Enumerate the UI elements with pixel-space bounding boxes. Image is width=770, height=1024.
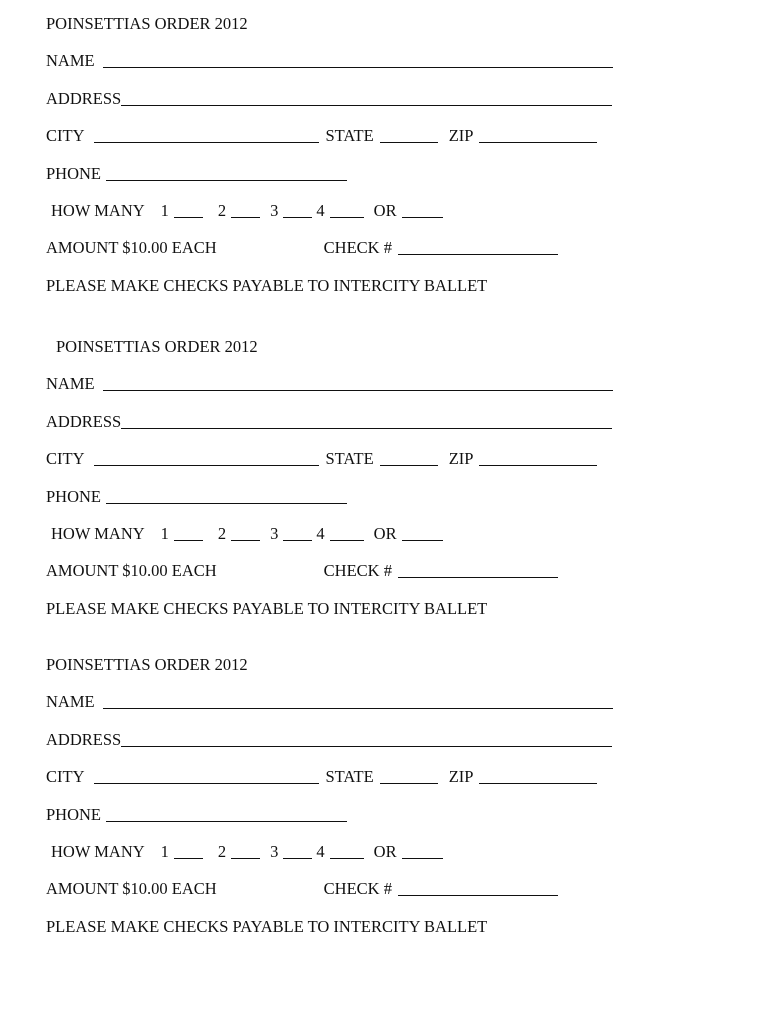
qty-or-label: OR bbox=[373, 524, 397, 543]
qty-or-label: OR bbox=[373, 201, 397, 220]
check-number-label: CHECK # bbox=[323, 561, 392, 581]
address-field[interactable] bbox=[121, 89, 612, 106]
qty-2-field[interactable] bbox=[231, 842, 260, 859]
qty-2-label: 2 bbox=[217, 524, 227, 543]
qty-2-field[interactable] bbox=[231, 201, 260, 218]
address-label: ADDRESS bbox=[46, 729, 122, 749]
phone-field[interactable] bbox=[106, 164, 347, 181]
name-field[interactable] bbox=[103, 692, 613, 709]
qty-other-field[interactable] bbox=[402, 524, 443, 541]
qty-4-label: 4 bbox=[316, 201, 325, 220]
qty-1-field[interactable] bbox=[174, 201, 203, 218]
zip-field[interactable] bbox=[479, 449, 597, 466]
quantity-row bbox=[51, 201, 443, 221]
amount-label: AMOUNT $10.00 EACH bbox=[46, 238, 217, 258]
form-title: POINSETTIAS ORDER 2012 bbox=[46, 655, 248, 674]
qty-4-label: 4 bbox=[316, 842, 325, 861]
qty-2-label: 2 bbox=[217, 842, 227, 861]
name-label: NAME bbox=[46, 51, 95, 71]
phone-row bbox=[46, 805, 347, 825]
zip-field[interactable] bbox=[479, 126, 597, 143]
form-title: POINSETTIAS ORDER 2012 bbox=[56, 337, 258, 356]
how-many-label: HOW MANY bbox=[51, 201, 145, 220]
qty-4-field[interactable] bbox=[330, 842, 364, 859]
qty-3-label: 3 bbox=[270, 842, 279, 861]
zip-label: ZIP bbox=[448, 449, 474, 469]
state-label: STATE bbox=[325, 449, 374, 469]
city-label: CITY bbox=[46, 767, 85, 787]
qty-4-field[interactable] bbox=[330, 524, 364, 541]
address-row bbox=[46, 412, 612, 432]
phone-row bbox=[46, 164, 347, 184]
how-many-label: HOW MANY bbox=[51, 524, 145, 543]
payable-note: PLEASE MAKE CHECKS PAYABLE TO INTERCITY BALLET bbox=[46, 916, 488, 936]
qty-3-field[interactable] bbox=[283, 524, 312, 541]
address-row bbox=[46, 730, 612, 750]
city-label: CITY bbox=[46, 449, 85, 469]
zip-field[interactable] bbox=[479, 767, 597, 784]
name-field[interactable] bbox=[103, 374, 613, 391]
address-label: ADDRESS bbox=[46, 411, 122, 431]
qty-2-label: 2 bbox=[217, 201, 227, 220]
check-number-field[interactable] bbox=[398, 879, 558, 896]
qty-3-field[interactable] bbox=[283, 842, 312, 859]
qty-other-field[interactable] bbox=[402, 201, 443, 218]
city-field[interactable] bbox=[94, 449, 319, 466]
qty-4-label: 4 bbox=[316, 524, 325, 543]
phone-label: PHONE bbox=[46, 163, 102, 183]
state-field[interactable] bbox=[380, 126, 438, 143]
address-label: ADDRESS bbox=[46, 88, 122, 108]
amount-label: AMOUNT $10.00 EACH bbox=[46, 879, 217, 899]
city-label: CITY bbox=[46, 126, 85, 146]
name-field[interactable] bbox=[103, 51, 613, 68]
amount-check-row bbox=[46, 879, 558, 899]
name-row bbox=[46, 51, 613, 71]
state-label: STATE bbox=[325, 126, 374, 146]
qty-1-label: 1 bbox=[160, 524, 169, 543]
address-field[interactable] bbox=[121, 412, 612, 429]
qty-3-field[interactable] bbox=[283, 201, 312, 218]
phone-label: PHONE bbox=[46, 804, 102, 824]
qty-1-field[interactable] bbox=[174, 842, 203, 859]
check-number-field[interactable] bbox=[398, 561, 558, 578]
check-number-label: CHECK # bbox=[323, 238, 392, 258]
phone-row bbox=[46, 487, 347, 507]
qty-4-field[interactable] bbox=[330, 201, 364, 218]
form-title: POINSETTIAS ORDER 2012 bbox=[46, 14, 248, 33]
qty-3-label: 3 bbox=[270, 201, 279, 220]
qty-other-field[interactable] bbox=[402, 842, 443, 859]
city-state-zip-row bbox=[46, 449, 597, 469]
city-field[interactable] bbox=[94, 767, 319, 784]
phone-field[interactable] bbox=[106, 487, 347, 504]
qty-1-label: 1 bbox=[160, 842, 169, 861]
name-row bbox=[46, 374, 613, 394]
name-label: NAME bbox=[46, 692, 95, 712]
address-field[interactable] bbox=[121, 730, 612, 747]
quantity-row bbox=[51, 842, 443, 862]
qty-1-label: 1 bbox=[160, 201, 169, 220]
address-row bbox=[46, 89, 612, 109]
qty-1-field[interactable] bbox=[174, 524, 203, 541]
qty-or-label: OR bbox=[373, 842, 397, 861]
name-row bbox=[46, 692, 613, 712]
how-many-label: HOW MANY bbox=[51, 842, 145, 861]
city-field[interactable] bbox=[94, 126, 319, 143]
city-state-zip-row bbox=[46, 767, 597, 787]
amount-label: AMOUNT $10.00 EACH bbox=[46, 561, 217, 581]
check-number-label: CHECK # bbox=[323, 879, 392, 899]
name-label: NAME bbox=[46, 374, 95, 394]
zip-label: ZIP bbox=[448, 126, 474, 146]
state-label: STATE bbox=[325, 767, 374, 787]
zip-label: ZIP bbox=[448, 767, 474, 787]
qty-2-field[interactable] bbox=[231, 524, 260, 541]
qty-3-label: 3 bbox=[270, 524, 279, 543]
quantity-row bbox=[51, 524, 443, 544]
payable-note: PLEASE MAKE CHECKS PAYABLE TO INTERCITY BALLET bbox=[46, 275, 488, 295]
phone-field[interactable] bbox=[106, 805, 347, 822]
check-number-field[interactable] bbox=[398, 238, 558, 255]
state-field[interactable] bbox=[380, 449, 438, 466]
phone-label: PHONE bbox=[46, 486, 102, 506]
amount-check-row bbox=[46, 561, 558, 581]
city-state-zip-row bbox=[46, 126, 597, 146]
amount-check-row bbox=[46, 238, 558, 258]
payable-note: PLEASE MAKE CHECKS PAYABLE TO INTERCITY BALLET bbox=[46, 598, 488, 618]
state-field[interactable] bbox=[380, 767, 438, 784]
